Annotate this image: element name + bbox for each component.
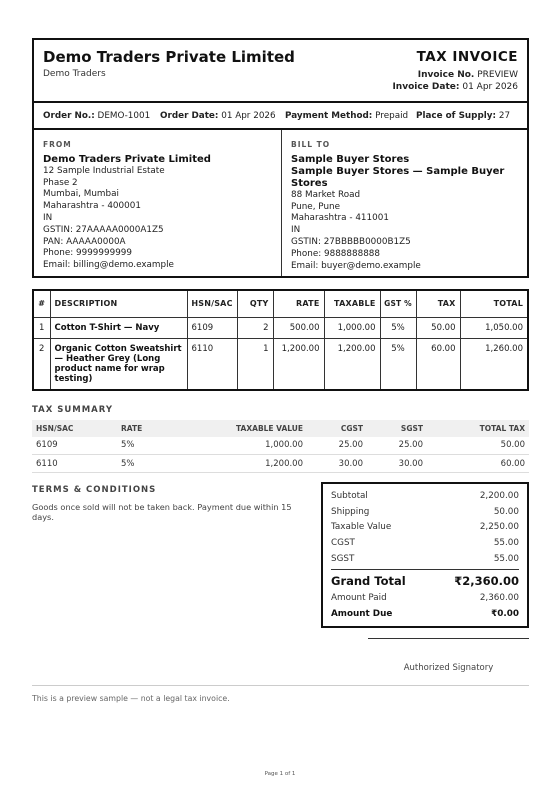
grand-total-row: Grand Total ₹2,360.00 xyxy=(331,569,519,590)
seller-block xyxy=(34,130,282,276)
seller-line: Maharashtra - 400001 xyxy=(43,201,141,212)
row-gst: 5% xyxy=(380,317,416,338)
tax-rate: 5% xyxy=(117,437,207,455)
buyer-gstin: GSTIN: 27BBBBB0000B1Z5 xyxy=(291,236,411,247)
amount-paid-row: Amount Paid 2,360.00 xyxy=(331,593,519,604)
invoice-date-value: 01 Apr 2026 xyxy=(462,82,518,92)
signatory-label: Authorized Signatory xyxy=(403,663,494,673)
col-index: # xyxy=(34,291,50,317)
buyer-line: 88 Market Road xyxy=(291,189,361,200)
col-hsn: HSN/SAC xyxy=(187,291,237,317)
tax-summary-header-row xyxy=(32,420,529,437)
totals-box xyxy=(321,482,529,628)
tax-summary-title: TAX SUMMARY xyxy=(32,404,113,415)
row-index: 1 xyxy=(34,317,50,338)
invoice-date-label: Invoice Date: xyxy=(392,82,460,92)
items-header-row xyxy=(34,291,527,317)
order-number: Order No.: DEMO-1001 xyxy=(43,110,151,121)
line-items-table xyxy=(32,289,529,391)
buyer-email: Email: buyer@demo.example xyxy=(291,260,421,271)
tax-cgst: 30.00 xyxy=(307,455,367,473)
taxable-value-row: Taxable Value 2,250.00 xyxy=(331,522,519,533)
tax-col-rate: RATE xyxy=(117,420,207,437)
bill-to-label: BILL TO xyxy=(291,140,331,149)
company-trade-name: Demo Traders xyxy=(43,69,106,79)
invoice-date xyxy=(392,82,518,92)
buyer-line: IN xyxy=(291,225,301,236)
amount-due-row: Amount Due ₹0.00 xyxy=(331,608,519,619)
tax-total: 50.00 xyxy=(427,437,529,455)
invoice-sheet xyxy=(32,38,529,645)
tax-col-taxable: TAXABLE VALUE xyxy=(207,420,307,437)
from-label: FROM xyxy=(43,140,72,149)
order-info-bar xyxy=(32,103,529,130)
seller-name: Demo Traders Private Limited xyxy=(43,153,211,165)
row-description: Cotton T-Shirt — Navy xyxy=(50,317,187,338)
row-hsn: 6109 xyxy=(187,317,237,338)
invoice-number xyxy=(418,70,518,80)
row-index: 2 xyxy=(39,343,45,354)
col-taxable: TAXABLE xyxy=(324,291,380,317)
tax-cgst: 25.00 xyxy=(307,437,367,455)
terms-title: TERMS & CONDITIONS xyxy=(32,485,157,495)
buyer-name: Sample Buyer Stores xyxy=(291,153,410,165)
tax-total: 60.00 xyxy=(427,455,529,473)
payment-method: Payment Method: Prepaid xyxy=(285,110,409,121)
invoice-header xyxy=(32,38,529,103)
col-gst: GST % xyxy=(380,291,416,317)
tax-hsn: 6109 xyxy=(32,437,117,455)
order-date: Order Date: 01 Apr 2026 xyxy=(160,110,276,121)
row-total: 1,050.00 xyxy=(460,317,527,338)
footer-divider xyxy=(32,685,529,686)
row-qty: 2 xyxy=(237,317,273,338)
terms-text: Goods once sold will not be taken back. Payment due within 15 days. xyxy=(32,502,292,522)
invoice-number-label: Invoice No. xyxy=(417,70,475,80)
sgst-row: SGST 55.00 xyxy=(331,553,519,564)
row-rate: 500.00 xyxy=(273,317,324,338)
buyer-line: Maharashtra - 411001 xyxy=(291,213,389,224)
row-gst: 5% xyxy=(380,338,416,389)
tax-summary xyxy=(32,405,529,474)
table-row xyxy=(32,437,529,455)
col-tax: TAX xyxy=(416,291,460,317)
document-title: TAX INVOICE xyxy=(416,49,518,65)
row-tax: 60.00 xyxy=(416,338,460,389)
seller-line: Phase 2 xyxy=(43,177,78,188)
tax-col-sgst: SGST xyxy=(367,420,427,437)
row-total: 1,260.00 xyxy=(460,338,527,389)
row-rate: 1,200.00 xyxy=(273,338,324,389)
shipping-row: Shipping 50.00 xyxy=(331,506,519,517)
tax-hsn: 6110 xyxy=(32,455,117,473)
tax-taxable: 1,200.00 xyxy=(207,455,307,473)
seller-pan: PAN: AAAAA0000A xyxy=(43,236,126,247)
buyer-phone: Phone: 9888888888 xyxy=(291,248,380,259)
invoice-number-value: PREVIEW xyxy=(477,70,518,80)
party-details xyxy=(32,130,529,278)
seller-line: 12 Sample Industrial Estate xyxy=(43,165,165,176)
buyer-line: Pune, Pune xyxy=(291,201,341,212)
table-row xyxy=(34,338,527,389)
seller-email: Email: billing@demo.example xyxy=(43,260,174,271)
page-number: Page 1 of 1 xyxy=(264,771,296,777)
row-tax: 50.00 xyxy=(416,317,460,338)
tax-summary-table xyxy=(32,420,529,474)
summary-area xyxy=(32,485,529,645)
table-row xyxy=(34,317,527,338)
row-hsn: 6110 xyxy=(187,338,237,389)
tax-sgst: 30.00 xyxy=(367,455,427,473)
terms-block xyxy=(32,485,312,522)
seller-gstin: GSTIN: 27AAAAA0000A1Z5 xyxy=(43,224,164,235)
seller-line: IN xyxy=(43,212,53,223)
place-of-supply: Place of Supply: 27 xyxy=(416,110,511,121)
row-taxable: 1,000.00 xyxy=(324,317,380,338)
seller-line: Mumbai, Mumbai xyxy=(43,189,119,200)
col-description: DESCRIPTION xyxy=(50,291,187,317)
row-description: Organic Cotton Sweatshirt — Heather Grey (Long product name for wrap testing) xyxy=(50,338,187,389)
seller-phone: Phone: 9999999999 xyxy=(43,248,132,259)
row-taxable: 1,200.00 xyxy=(324,338,380,389)
row-qty: 1 xyxy=(237,338,273,389)
col-rate: RATE xyxy=(273,291,324,317)
preview-note: This is a preview sample — not a legal tax invoice. xyxy=(32,694,230,703)
tax-col-cgst: CGST xyxy=(307,420,367,437)
tax-taxable: 1,000.00 xyxy=(207,437,307,455)
subtotal-row: Subtotal 2,200.00 xyxy=(331,490,519,501)
tax-rate: 5% xyxy=(117,455,207,473)
tax-col-total: TOTAL TAX xyxy=(427,420,529,437)
cgst-row: CGST 55.00 xyxy=(331,537,519,548)
buyer-block xyxy=(282,130,527,276)
buyer-name-full: Sample Buyer Stores — Sample Buyer Stores xyxy=(291,165,505,189)
tax-sgst: 25.00 xyxy=(367,437,427,455)
col-qty: QTY xyxy=(237,291,273,317)
tax-col-hsn: HSN/SAC xyxy=(32,420,117,437)
table-row xyxy=(32,455,529,473)
col-total: TOTAL xyxy=(460,291,527,317)
company-name: Demo Traders Private Limited xyxy=(43,48,295,66)
signature-line xyxy=(368,638,529,639)
